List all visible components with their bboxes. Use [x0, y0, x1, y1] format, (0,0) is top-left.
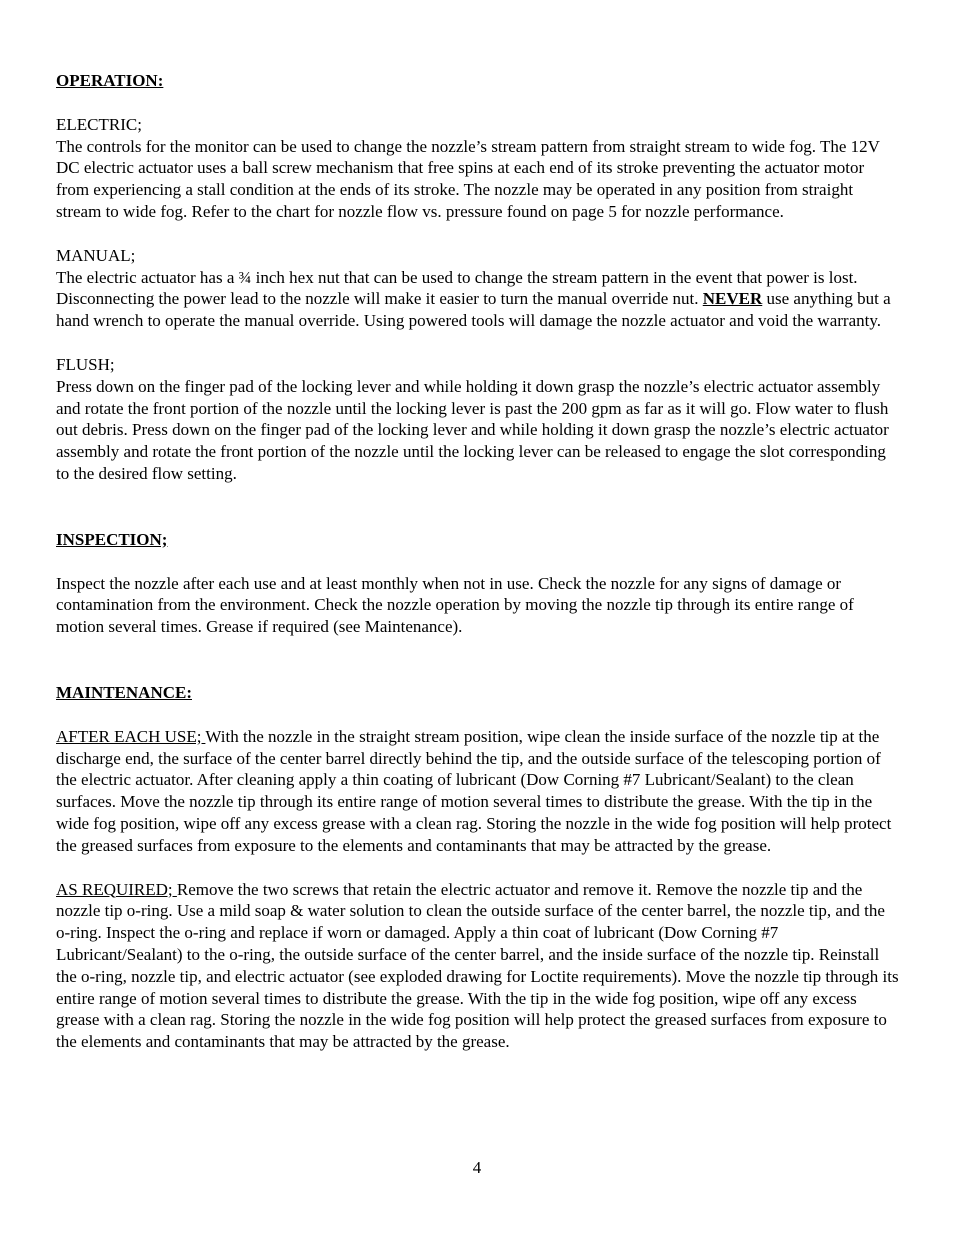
electric-label: ELECTRIC;: [56, 114, 142, 134]
maintenance-heading: MAINTENANCE:: [56, 682, 192, 702]
as-required-paragraph: [56, 879, 901, 1053]
inspection-heading: INSPECTION;: [56, 529, 168, 549]
document-page: [56, 70, 901, 1053]
flush-label: FLUSH;: [56, 354, 115, 374]
after-each-use-label: AFTER EACH USE;: [56, 726, 206, 746]
after-each-use-text: With the nozzle in the straight stream position, wipe clean the inside surface of the nozzle tip at the discharge end, the surface of the center barrel directly behind the tip, and the outside surface of the telescoping portion of the electric actuator. After cleaning apply a thin coating of lubricant (Dow Corning #7 Lubricant/Sealant) to the clean surfaces. Move the nozzle tip through its entire range of motion several times to distribute the grease. With the tip in the wide fog position, wipe off any excess grease with a clean rag. Storing the nozzle in the wide fog position will help protect the greased surfaces from exposure to the elements and contaminants that may be attracted by the grease.: [56, 726, 892, 855]
as-required-label: AS REQUIRED;: [56, 879, 177, 899]
operation-heading: OPERATION:: [56, 71, 164, 90]
inspection-paragraph: Inspect the nozzle after each use and at least monthly when not in use. Check the nozzle for any signs of damage or contamination from the environment. Check the nozzle operation by moving the nozzle tip through its entire range of motion several times. Grease if required (see Maintenance).: [56, 573, 854, 637]
page-number: 4: [472, 1158, 482, 1177]
electric-paragraph: The controls for the monitor can be used to change the nozzle’s stream pattern from straight stream to wide fog. The 12V DC electric actuator uses a ball screw mechanism that free spins at each end of its stroke preventing the actuator motor from experiencing a stall condition at the ends of its stroke. The nozzle may be operated in any position from straight stream to wide fog. Refer to the chart for nozzle flow vs. pressure found on page 5 for nozzle performance.: [56, 136, 880, 221]
manual-text-after: use anything but a hand wrench to operate the manual override. Using powered tools will damage the nozzle actuator and void the warranty.: [56, 289, 891, 331]
as-required-text: Remove the two screws that retain the electric actuator and remove it. Remove the nozzle tip and the nozzle tip o-ring. Use a mild soap & water solution to clean the outside surface of the center barrel, the nozzle tip, and the o-ring. Inspect the o-ring and replace if worn or damaged. Apply a thin coat of lubricant (Dow Corning #7 Lubricant/Sealant) to the o-ring, the outside surface of the center barrel, and the inside surface of the nozzle tip. Reinstall the o-ring, nozzle tip, and electric actuator (see exploded drawing for Loctite requirements). Move the nozzle tip through its entire range of motion several times to distribute the grease. With the tip in the wide fog position, wipe off any excess grease with a clean rag. Storing the nozzle in the wide fog position will help protect the greased surfaces from exposure to the elements and contaminants that may be attracted by the grease.: [56, 879, 899, 1052]
never-emphasis: NEVER: [702, 289, 763, 309]
after-each-use-paragraph: [56, 726, 901, 857]
flush-paragraph: Press down on the finger pad of the locking lever and while holding it down grasp the nozzle’s electric actuator assembly and rotate the front portion of the nozzle until the locking lever is past the 200 gpm as far as it will go. Flow water to flush out debris. Press down on the finger pad of the locking lever and while holding it down grasp the nozzle’s electric actuator assembly and rotate the front portion of the nozzle until the locking lever can be released to engage the slot corresponding to the desired flow setting.: [56, 376, 889, 483]
manual-paragraph: [56, 267, 901, 332]
manual-text-before: The electric actuator has a ¾ inch hex nut that can be used to change the stream pattern in the event that power is lost. Disconnecting the power lead to the nozzle will make it easier to turn the manual override nut.: [56, 267, 858, 309]
manual-label: MANUAL;: [56, 245, 136, 265]
